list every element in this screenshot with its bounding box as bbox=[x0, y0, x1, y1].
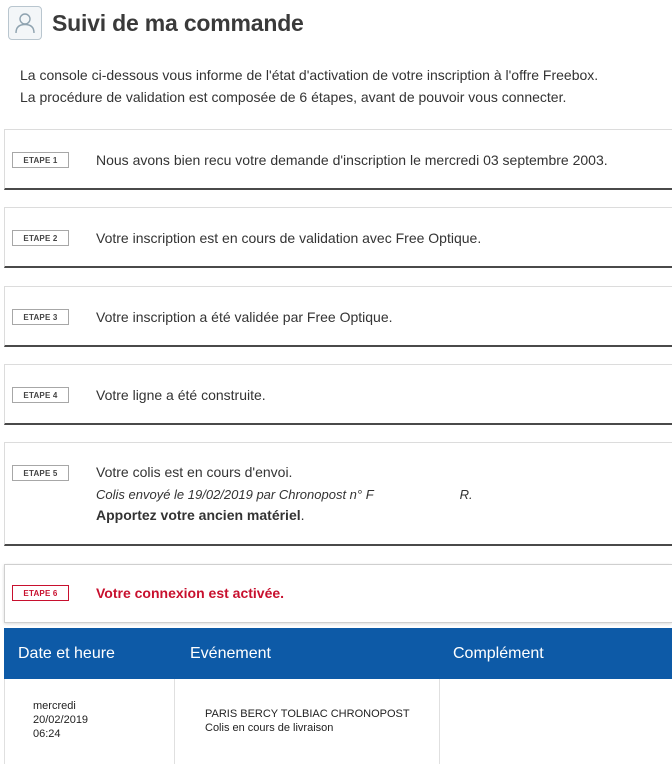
step-text: Votre inscription est en cours de validation avec Free Optique. bbox=[96, 230, 482, 246]
step-badge: ETAPE 3 bbox=[12, 309, 69, 325]
user-icon bbox=[8, 6, 42, 40]
event-status: Colis en cours de livraison bbox=[205, 722, 334, 734]
intro-text bbox=[20, 64, 665, 108]
cell-date bbox=[5, 679, 175, 764]
shipment-detail-suffix: R. bbox=[459, 487, 473, 502]
step-5 bbox=[4, 442, 672, 546]
step-badge: ETAPE 6 bbox=[12, 585, 69, 601]
step-text: Votre inscription a été validée par Free Optique. bbox=[96, 309, 393, 325]
step-badge: ETAPE 5 bbox=[12, 465, 69, 481]
page-title: Suivi de ma commande bbox=[52, 9, 304, 36]
step-badge: ETAPE 1 bbox=[12, 152, 69, 168]
event-location: PARIS BERCY TOLBIAC CHRONOPOST bbox=[205, 708, 410, 720]
step-4 bbox=[4, 364, 672, 425]
return-notice-suffix: . bbox=[300, 507, 305, 523]
cell-event bbox=[175, 679, 440, 764]
date-value: 20/02/2019 bbox=[33, 714, 89, 726]
step-1 bbox=[4, 129, 672, 190]
time-value: 06:24 bbox=[33, 728, 61, 740]
step-text: Votre ligne a été construite. bbox=[96, 387, 266, 403]
step-text: Votre colis est en cours d'envoi. bbox=[96, 464, 293, 480]
step-badge: ETAPE 4 bbox=[12, 387, 69, 403]
intro-line-2: La procédure de validation est composée de 6 étapes, avant de pouvoir vous connecter. bbox=[20, 89, 567, 105]
step-3 bbox=[4, 286, 672, 347]
table-row bbox=[4, 679, 672, 764]
shipment-detail-prefix: Colis envoyé le 19/02/2019 par Chronopost n° F bbox=[96, 487, 374, 502]
date-day: mercredi bbox=[33, 700, 76, 712]
page-header bbox=[8, 5, 304, 41]
return-notice-bold: Apportez votre ancien matériel bbox=[96, 507, 301, 523]
tracking-table-header bbox=[4, 628, 672, 679]
return-notice bbox=[96, 505, 305, 526]
step-text: Votre connexion est activée. bbox=[96, 585, 285, 601]
step-text: Nous avons bien recu votre demande d'inscription le mercredi 03 septembre 2003. bbox=[96, 152, 608, 168]
cell-complement bbox=[440, 679, 672, 764]
column-header-complement: Complément bbox=[453, 644, 544, 662]
shipment-detail bbox=[96, 484, 473, 505]
column-header-date: Date et heure bbox=[18, 644, 115, 662]
step-badge: ETAPE 2 bbox=[12, 230, 69, 246]
column-header-event: Evénement bbox=[190, 644, 271, 662]
intro-line-1: La console ci-dessous vous informe de l'état d'activation de votre inscription à l'offre Freebox. bbox=[20, 67, 599, 83]
step-6 bbox=[4, 564, 672, 623]
step-2 bbox=[4, 207, 672, 268]
